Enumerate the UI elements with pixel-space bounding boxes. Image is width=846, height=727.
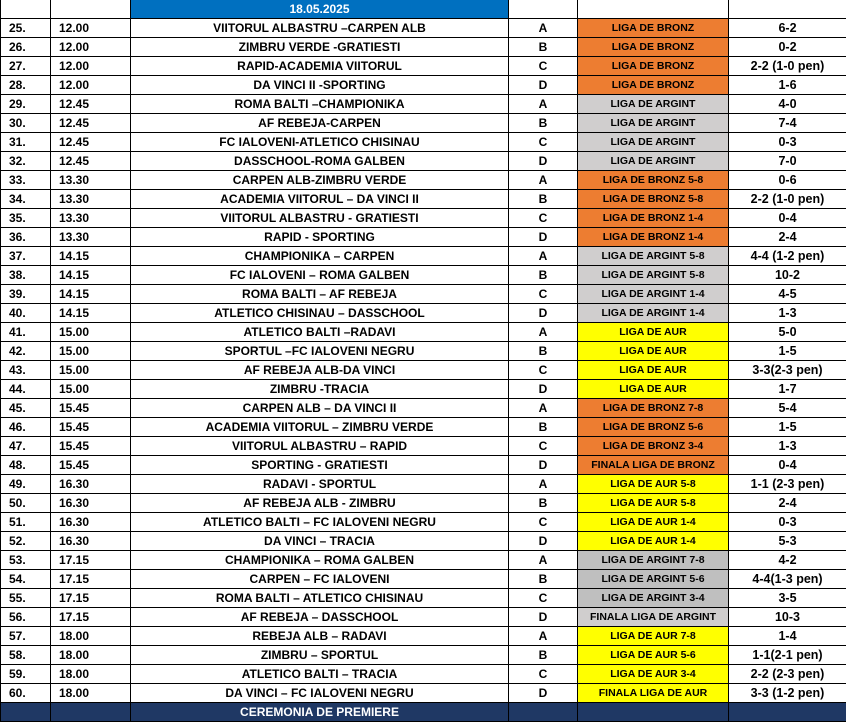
match-league: LIGA DE AUR 5-6 <box>578 646 729 665</box>
match-time: 16.30 <box>51 532 131 551</box>
match-teams: ROMA BALTI – ATLETICO CHISINAU <box>131 589 509 608</box>
match-time: 14.15 <box>51 304 131 323</box>
match-number: 36. <box>1 228 51 247</box>
match-score: 10-3 <box>729 608 846 627</box>
match-league: LIGA DE BRONZ <box>578 19 729 38</box>
match-score: 2-2 (2-3 pen) <box>729 665 846 684</box>
match-number: 37. <box>1 247 51 266</box>
match-group: C <box>509 285 578 304</box>
match-time: 15.00 <box>51 361 131 380</box>
match-number: 43. <box>1 361 51 380</box>
match-group: C <box>509 513 578 532</box>
match-teams: ROMA BALTI – AF REBEJA <box>131 285 509 304</box>
match-score: 5-3 <box>729 532 846 551</box>
match-number: 51. <box>1 513 51 532</box>
match-row <box>1 665 846 684</box>
match-row <box>1 114 846 133</box>
date-header-row <box>1 0 846 19</box>
match-league: LIGA DE ARGINT <box>578 152 729 171</box>
match-row <box>1 19 846 38</box>
match-number: 57. <box>1 627 51 646</box>
match-group: B <box>509 494 578 513</box>
match-score: 3-5 <box>729 589 846 608</box>
match-number: 33. <box>1 171 51 190</box>
match-teams: ATLETICO BALTI – TRACIA <box>131 665 509 684</box>
match-score: 1-3 <box>729 304 846 323</box>
match-teams: RADAVI - SPORTUL <box>131 475 509 494</box>
match-group: A <box>509 323 578 342</box>
match-score: 2-2 (1-0 pen) <box>729 57 846 76</box>
match-league: LIGA DE AUR 5-8 <box>578 475 729 494</box>
match-teams: CARPEN ALB – DA VINCI II <box>131 399 509 418</box>
match-group: A <box>509 95 578 114</box>
match-time: 18.00 <box>51 646 131 665</box>
match-time: 12.00 <box>51 76 131 95</box>
match-group: B <box>509 646 578 665</box>
match-teams: AF REBEJA ALB - ZIMBRU <box>131 494 509 513</box>
match-row <box>1 342 846 361</box>
match-row <box>1 133 846 152</box>
match-number: 41. <box>1 323 51 342</box>
match-teams: FC IALOVENI – ROMA GALBEN <box>131 266 509 285</box>
match-row <box>1 190 846 209</box>
match-time: 16.30 <box>51 494 131 513</box>
match-group: C <box>509 57 578 76</box>
match-time: 17.15 <box>51 608 131 627</box>
match-score: 3-3(2-3 pen) <box>729 361 846 380</box>
match-number: 35. <box>1 209 51 228</box>
match-league: LIGA DE BRONZ 5-6 <box>578 418 729 437</box>
match-time: 12.45 <box>51 114 131 133</box>
match-row <box>1 323 846 342</box>
match-time: 18.00 <box>51 665 131 684</box>
match-time: 14.15 <box>51 266 131 285</box>
match-teams: SPORTUL –FC IALOVENI NEGRU <box>131 342 509 361</box>
match-league: LIGA DE BRONZ 5-8 <box>578 171 729 190</box>
match-row <box>1 228 846 247</box>
match-row <box>1 399 846 418</box>
match-group: B <box>509 570 578 589</box>
match-time: 13.30 <box>51 209 131 228</box>
match-score: 0-3 <box>729 133 846 152</box>
ceremony-blank-cell <box>51 703 131 722</box>
match-teams: RAPID - SPORTING <box>131 228 509 247</box>
match-row <box>1 437 846 456</box>
match-group: B <box>509 38 578 57</box>
match-number: 58. <box>1 646 51 665</box>
match-teams: DA VINCI II -SPORTING <box>131 76 509 95</box>
match-time: 15.00 <box>51 342 131 361</box>
match-row <box>1 551 846 570</box>
match-time: 15.45 <box>51 437 131 456</box>
match-group: C <box>509 437 578 456</box>
match-league: LIGA DE BRONZ 7-8 <box>578 399 729 418</box>
header-blank-cell <box>1 0 51 19</box>
match-time: 13.30 <box>51 228 131 247</box>
match-time: 18.00 <box>51 627 131 646</box>
match-score: 1-1 (2-3 pen) <box>729 475 846 494</box>
match-row <box>1 570 846 589</box>
match-league: LIGA DE ARGINT <box>578 95 729 114</box>
match-number: 27. <box>1 57 51 76</box>
match-score: 2-4 <box>729 494 846 513</box>
match-row <box>1 627 846 646</box>
match-time: 16.30 <box>51 513 131 532</box>
match-group: C <box>509 361 578 380</box>
match-group: A <box>509 475 578 494</box>
match-time: 12.00 <box>51 38 131 57</box>
match-row <box>1 285 846 304</box>
match-group: B <box>509 266 578 285</box>
match-league: LIGA DE ARGINT 1-4 <box>578 304 729 323</box>
match-row <box>1 646 846 665</box>
match-time: 14.15 <box>51 247 131 266</box>
match-league: LIGA DE BRONZ 5-8 <box>578 190 729 209</box>
match-teams: ATLETICO BALTI –RADAVI <box>131 323 509 342</box>
match-league: LIGA DE ARGINT 7-8 <box>578 551 729 570</box>
match-group: B <box>509 190 578 209</box>
header-blank-cell <box>578 0 729 19</box>
match-number: 32. <box>1 152 51 171</box>
match-score: 2-2 (1-0 pen) <box>729 190 846 209</box>
match-teams: SPORTING - GRATIESTI <box>131 456 509 475</box>
match-score: 7-4 <box>729 114 846 133</box>
match-group: D <box>509 304 578 323</box>
match-score: 0-2 <box>729 38 846 57</box>
match-league: LIGA DE ARGINT 1-4 <box>578 285 729 304</box>
match-time: 17.15 <box>51 570 131 589</box>
match-league: LIGA DE AUR <box>578 323 729 342</box>
match-row <box>1 247 846 266</box>
match-group: A <box>509 19 578 38</box>
match-number: 50. <box>1 494 51 513</box>
match-number: 30. <box>1 114 51 133</box>
match-row <box>1 57 846 76</box>
match-number: 60. <box>1 684 51 703</box>
header-blank-cell <box>509 0 578 19</box>
match-league: FINALA LIGA DE BRONZ <box>578 456 729 475</box>
match-league: LIGA DE ARGINT <box>578 114 729 133</box>
match-score: 1-5 <box>729 342 846 361</box>
match-time: 18.00 <box>51 684 131 703</box>
match-league: FINALA LIGA DE ARGINT <box>578 608 729 627</box>
match-league: LIGA DE AUR <box>578 361 729 380</box>
match-group: D <box>509 532 578 551</box>
match-score: 1-3 <box>729 437 846 456</box>
match-teams: ACADEMIA VIITORUL – ZIMBRU VERDE <box>131 418 509 437</box>
match-teams: FC IALOVENI-ATLETICO CHISINAU <box>131 133 509 152</box>
match-score: 7-0 <box>729 152 846 171</box>
match-group: B <box>509 418 578 437</box>
match-number: 44. <box>1 380 51 399</box>
match-teams: DASSCHOOL-ROMA GALBEN <box>131 152 509 171</box>
match-time: 15.00 <box>51 323 131 342</box>
match-number: 40. <box>1 304 51 323</box>
match-league: LIGA DE ARGINT 5-8 <box>578 266 729 285</box>
ceremony-blank-cell <box>578 703 729 722</box>
match-time: 14.15 <box>51 285 131 304</box>
match-row <box>1 152 846 171</box>
match-group: C <box>509 133 578 152</box>
match-row <box>1 38 846 57</box>
match-group: C <box>509 209 578 228</box>
match-time: 15.45 <box>51 418 131 437</box>
match-league: LIGA DE AUR 7-8 <box>578 627 729 646</box>
match-number: 45. <box>1 399 51 418</box>
match-number: 54. <box>1 570 51 589</box>
match-group: D <box>509 608 578 627</box>
match-time: 15.45 <box>51 456 131 475</box>
match-score: 5-0 <box>729 323 846 342</box>
match-score: 1-6 <box>729 76 846 95</box>
match-number: 42. <box>1 342 51 361</box>
match-teams: DA VINCI – TRACIA <box>131 532 509 551</box>
match-score: 1-5 <box>729 418 846 437</box>
match-teams: ROMA BALTI –CHAMPIONIKA <box>131 95 509 114</box>
match-teams: ZIMBRU – SPORTUL <box>131 646 509 665</box>
match-score: 4-0 <box>729 95 846 114</box>
match-score: 3-3 (1-2 pen) <box>729 684 846 703</box>
match-teams: VIITORUL ALBASTRU – RAPID <box>131 437 509 456</box>
match-teams: AF REBEJA-CARPEN <box>131 114 509 133</box>
match-teams: REBEJA ALB – RADAVI <box>131 627 509 646</box>
match-score: 4-4 (1-2 pen) <box>729 247 846 266</box>
match-row <box>1 209 846 228</box>
match-score: 4-2 <box>729 551 846 570</box>
match-teams: ATLETICO BALTI – FC IALOVENI NEGRU <box>131 513 509 532</box>
match-group: D <box>509 456 578 475</box>
match-row <box>1 532 846 551</box>
match-number: 53. <box>1 551 51 570</box>
match-time: 17.15 <box>51 589 131 608</box>
match-number: 46. <box>1 418 51 437</box>
match-league: LIGA DE AUR 1-4 <box>578 532 729 551</box>
match-league: LIGA DE ARGINT 5-8 <box>578 247 729 266</box>
match-league: LIGA DE ARGINT 5-6 <box>578 570 729 589</box>
match-league: LIGA DE BRONZ 1-4 <box>578 228 729 247</box>
match-teams: ZIMBRU VERDE -GRATIESTI <box>131 38 509 57</box>
match-number: 59. <box>1 665 51 684</box>
match-number: 28. <box>1 76 51 95</box>
ceremony-label: CEREMONIA DE PREMIERE <box>131 703 509 722</box>
match-group: A <box>509 627 578 646</box>
match-row <box>1 266 846 285</box>
match-teams: AF REBEJA ALB-DA VINCI <box>131 361 509 380</box>
match-row <box>1 76 846 95</box>
match-number: 38. <box>1 266 51 285</box>
match-league: LIGA DE AUR <box>578 380 729 399</box>
match-league: LIGA DE BRONZ <box>578 38 729 57</box>
match-row <box>1 304 846 323</box>
match-teams: CHAMPIONIKA – CARPEN <box>131 247 509 266</box>
match-group: C <box>509 665 578 684</box>
ceremony-blank-cell <box>729 703 846 722</box>
match-row <box>1 513 846 532</box>
match-row <box>1 589 846 608</box>
match-league: LIGA DE AUR 5-8 <box>578 494 729 513</box>
match-teams: AF REBEJA – DASSCHOOL <box>131 608 509 627</box>
match-time: 13.30 <box>51 171 131 190</box>
match-league: LIGA DE ARGINT 3-4 <box>578 589 729 608</box>
match-group: A <box>509 551 578 570</box>
match-number: 49. <box>1 475 51 494</box>
match-score: 0-3 <box>729 513 846 532</box>
match-row <box>1 456 846 475</box>
match-number: 29. <box>1 95 51 114</box>
match-row <box>1 494 846 513</box>
match-score: 1-1(2-1 pen) <box>729 646 846 665</box>
match-score: 2-4 <box>729 228 846 247</box>
match-time: 12.45 <box>51 95 131 114</box>
match-group: D <box>509 152 578 171</box>
match-number: 34. <box>1 190 51 209</box>
match-time: 15.45 <box>51 399 131 418</box>
match-league: LIGA DE AUR 1-4 <box>578 513 729 532</box>
match-number: 39. <box>1 285 51 304</box>
match-time: 12.45 <box>51 152 131 171</box>
match-score: 0-4 <box>729 456 846 475</box>
match-teams: ACADEMIA VIITORUL – DA VINCI II <box>131 190 509 209</box>
match-teams: DA VINCI – FC IALOVENI NEGRU <box>131 684 509 703</box>
match-score: 4-5 <box>729 285 846 304</box>
match-row <box>1 361 846 380</box>
match-league: LIGA DE BRONZ <box>578 76 729 95</box>
ceremony-row <box>1 703 846 722</box>
match-time: 12.45 <box>51 133 131 152</box>
match-league: LIGA DE BRONZ 3-4 <box>578 437 729 456</box>
match-score: 1-4 <box>729 627 846 646</box>
match-row <box>1 475 846 494</box>
match-number: 31. <box>1 133 51 152</box>
match-score: 0-6 <box>729 171 846 190</box>
match-league: LIGA DE BRONZ 1-4 <box>578 209 729 228</box>
match-score: 5-4 <box>729 399 846 418</box>
match-time: 17.15 <box>51 551 131 570</box>
match-row <box>1 95 846 114</box>
match-teams: RAPID-ACADEMIA VIITORUL <box>131 57 509 76</box>
header-blank-cell <box>729 0 846 19</box>
header-blank-cell <box>51 0 131 19</box>
date-label: 18.05.2025 <box>131 0 509 19</box>
match-league: LIGA DE AUR <box>578 342 729 361</box>
match-league: FINALA LIGA DE AUR <box>578 684 729 703</box>
match-time: 12.00 <box>51 57 131 76</box>
ceremony-blank-cell <box>509 703 578 722</box>
match-score: 4-4(1-3 pen) <box>729 570 846 589</box>
match-row <box>1 418 846 437</box>
match-time: 15.00 <box>51 380 131 399</box>
match-group: A <box>509 399 578 418</box>
match-row <box>1 380 846 399</box>
match-number: 26. <box>1 38 51 57</box>
match-teams: CARPEN – FC IALOVENI <box>131 570 509 589</box>
match-number: 25. <box>1 19 51 38</box>
match-group: D <box>509 380 578 399</box>
match-group: D <box>509 228 578 247</box>
match-group: B <box>509 342 578 361</box>
match-number: 52. <box>1 532 51 551</box>
match-score: 10-2 <box>729 266 846 285</box>
match-time: 16.30 <box>51 475 131 494</box>
match-league: LIGA DE BRONZ <box>578 57 729 76</box>
match-teams: ATLETICO CHISINAU – DASSCHOOL <box>131 304 509 323</box>
match-teams: CARPEN ALB-ZIMBRU VERDE <box>131 171 509 190</box>
match-teams: VIITORUL ALBASTRU –CARPEN ALB <box>131 19 509 38</box>
match-row <box>1 684 846 703</box>
match-number: 47. <box>1 437 51 456</box>
match-teams: CHAMPIONIKA – ROMA GALBEN <box>131 551 509 570</box>
match-score: 1-7 <box>729 380 846 399</box>
match-league: LIGA DE AUR 3-4 <box>578 665 729 684</box>
match-row <box>1 608 846 627</box>
match-teams: VIITORUL ALBASTRU - GRATIESTI <box>131 209 509 228</box>
match-group: A <box>509 247 578 266</box>
match-group: A <box>509 171 578 190</box>
match-league: LIGA DE ARGINT <box>578 133 729 152</box>
match-teams: ZIMBRU -TRACIA <box>131 380 509 399</box>
match-score: 0-4 <box>729 209 846 228</box>
ceremony-blank-cell <box>1 703 51 722</box>
match-number: 56. <box>1 608 51 627</box>
match-group: C <box>509 589 578 608</box>
match-time: 12.00 <box>51 19 131 38</box>
match-score: 6-2 <box>729 19 846 38</box>
match-number: 48. <box>1 456 51 475</box>
match-row <box>1 171 846 190</box>
match-group: D <box>509 684 578 703</box>
match-group: B <box>509 114 578 133</box>
match-group: D <box>509 76 578 95</box>
match-time: 13.30 <box>51 190 131 209</box>
match-number: 55. <box>1 589 51 608</box>
